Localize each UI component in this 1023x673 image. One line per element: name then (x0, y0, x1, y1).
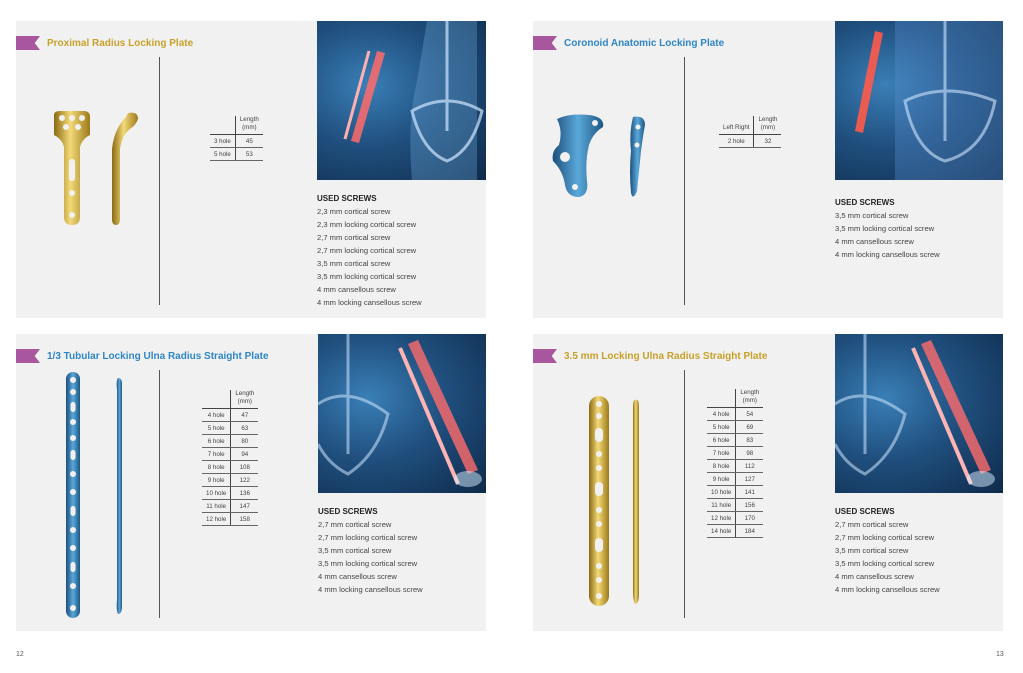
screw-item: 4 mm cansellous screw (835, 237, 914, 246)
page-number-left: 12 (16, 651, 24, 658)
length-cell: 80 (231, 435, 258, 448)
hole-count-cell: 14 hole (707, 525, 736, 538)
length-cell: 69 (736, 421, 763, 434)
vertical-divider (684, 370, 685, 618)
ribbon-marker (16, 349, 40, 363)
length-cell: 127 (736, 473, 763, 486)
screw-item: 3,5 mm locking cortical screw (317, 272, 417, 281)
hole-count-cell: 10 hole (202, 487, 231, 500)
table-row (202, 422, 258, 435)
hole-count-cell: 11 hole (202, 500, 231, 513)
length-cell: 141 (736, 486, 763, 499)
length-cell: 53 (235, 148, 262, 161)
screw-item: 4 mm cansellous screw (318, 572, 397, 581)
screw-item: 2,7 mm cortical screw (318, 520, 392, 529)
length-cell: 32 (754, 135, 781, 148)
hole-count-cell: 10 hole (707, 486, 736, 499)
screw-item: 4 mm cansellous screw (835, 572, 914, 581)
screw-item: 2,7 mm cortical screw (317, 233, 391, 242)
screw-item: 2,3 mm cortical screw (317, 207, 391, 216)
screw-item: 3,5 mm locking cortical screw (835, 559, 935, 568)
ribbon-marker (16, 36, 40, 50)
hole-count-cell: 12 hole (202, 513, 231, 526)
table-row (210, 148, 263, 161)
hole-count-cell: 4 hole (707, 408, 736, 421)
screws-heading: USED SCREWS (318, 507, 378, 516)
screw-item: 3,5 mm locking cortical screw (835, 224, 935, 233)
product-panel-locking-ulna (533, 334, 1003, 631)
product-title-row (533, 348, 767, 364)
hole-count-cell: 8 hole (202, 461, 231, 474)
table-header-side: Left Right (719, 116, 754, 135)
xray-image (317, 21, 486, 180)
length-cell: 63 (231, 422, 258, 435)
screw-item: 3,5 mm locking cortical screw (318, 559, 418, 568)
hole-count-cell: 11 hole (707, 499, 736, 512)
vertical-divider (159, 370, 160, 618)
product-title-row (16, 348, 269, 364)
table-row (202, 435, 258, 448)
used-screws-list (835, 196, 940, 261)
table-row (707, 434, 763, 447)
length-cell: 184 (736, 525, 763, 538)
screw-item: 2,7 mm cortical screw (835, 520, 909, 529)
used-screws-list (835, 505, 940, 596)
page-number-right: 13 (996, 651, 1004, 658)
table-row (707, 499, 763, 512)
table-header-size (707, 389, 736, 408)
length-table (210, 116, 263, 161)
hole-count-cell: 2 hole (719, 135, 754, 148)
hole-count-cell: 5 hole (707, 421, 736, 434)
table-row (707, 512, 763, 525)
vertical-divider (159, 57, 160, 305)
implant-image (50, 109, 145, 229)
xray-image (318, 334, 486, 493)
length-cell: 45 (235, 135, 262, 148)
table-row (707, 460, 763, 473)
screw-item: 4 mm locking cansellous screw (318, 585, 423, 594)
xray-image (835, 21, 1003, 180)
length-cell: 54 (736, 408, 763, 421)
table-row (202, 474, 258, 487)
length-cell: 122 (231, 474, 258, 487)
screw-item: 4 mm locking cansellous screw (835, 250, 940, 259)
screw-item: 4 mm locking cansellous screw (317, 298, 422, 307)
table-row (707, 525, 763, 538)
table-header-length: Length (mm) (736, 389, 763, 408)
implant-image (549, 111, 659, 206)
table-row (707, 473, 763, 486)
screw-item: 2,7 mm locking cortical screw (317, 246, 417, 255)
table-header-length: Length (mm) (235, 116, 262, 135)
table-row (707, 486, 763, 499)
table-header-size (202, 390, 231, 409)
table-row (202, 487, 258, 500)
length-cell: 156 (736, 499, 763, 512)
hole-count-cell: 9 hole (202, 474, 231, 487)
screw-item: 2,7 mm locking cortical screw (318, 533, 418, 542)
table-row (202, 409, 258, 422)
hole-count-cell: 5 hole (210, 148, 235, 161)
hole-count-cell: 3 hole (210, 135, 235, 148)
product-panel-tubular-ulna (16, 334, 486, 631)
length-cell: 158 (231, 513, 258, 526)
table-row (202, 448, 258, 461)
screw-item: 3,5 mm cortical screw (317, 259, 391, 268)
implant-image (60, 370, 130, 620)
product-panel-coronoid (533, 21, 1003, 318)
hole-count-cell: 7 hole (707, 447, 736, 460)
length-cell: 112 (736, 460, 763, 473)
screw-item: 4 mm cansellous screw (317, 285, 396, 294)
length-cell: 83 (736, 434, 763, 447)
screw-item: 2,3 mm locking cortical screw (317, 220, 417, 229)
vertical-divider (684, 57, 685, 305)
screw-item: 3,5 mm cortical screw (835, 546, 909, 555)
screws-heading: USED SCREWS (835, 198, 895, 207)
length-table (707, 389, 763, 538)
hole-count-cell: 9 hole (707, 473, 736, 486)
length-cell: 136 (231, 487, 258, 500)
table-row (202, 513, 258, 526)
product-title: Proximal Radius Locking Plate (47, 37, 194, 49)
length-cell: 147 (231, 500, 258, 513)
xray-image (835, 334, 1003, 493)
table-header-length: Length (mm) (231, 390, 258, 409)
length-table (719, 116, 781, 148)
screw-item: 3,5 mm cortical screw (835, 211, 909, 220)
length-cell: 47 (231, 409, 258, 422)
product-title: 1/3 Tubular Locking Ulna Radius Straight Plate (47, 350, 269, 362)
table-row (707, 421, 763, 434)
screws-heading: USED SCREWS (835, 507, 895, 516)
length-cell: 98 (736, 447, 763, 460)
table-header-length: Length (mm) (754, 116, 781, 135)
table-row (202, 500, 258, 513)
table-row (202, 461, 258, 474)
ribbon-marker (533, 36, 557, 50)
length-cell: 108 (231, 461, 258, 474)
hole-count-cell: 12 hole (707, 512, 736, 525)
length-table (202, 390, 258, 526)
product-title: 3.5 mm Locking Ulna Radius Straight Plate (564, 350, 768, 362)
ribbon-marker (533, 349, 557, 363)
length-cell: 94 (231, 448, 258, 461)
length-cell: 170 (736, 512, 763, 525)
hole-count-cell: 7 hole (202, 448, 231, 461)
implant-image (585, 394, 655, 609)
screw-item: 2,7 mm locking cortical screw (835, 533, 935, 542)
hole-count-cell: 6 hole (707, 434, 736, 447)
hole-count-cell: 4 hole (202, 409, 231, 422)
table-row (707, 447, 763, 460)
table-row (210, 135, 263, 148)
screw-item: 4 mm locking cansellous screw (835, 585, 940, 594)
table-row (707, 408, 763, 421)
table-header-size (210, 116, 235, 135)
used-screws-list (317, 192, 422, 309)
product-title-row (16, 35, 193, 51)
used-screws-list (318, 505, 423, 596)
hole-count-cell: 6 hole (202, 435, 231, 448)
product-panel-proximal-radius (16, 21, 486, 318)
screws-heading: USED SCREWS (317, 194, 377, 203)
product-title-row (533, 35, 724, 51)
hole-count-cell: 5 hole (202, 422, 231, 435)
hole-count-cell: 8 hole (707, 460, 736, 473)
product-title: Coronoid Anatomic Locking Plate (564, 37, 725, 49)
screw-item: 3,5 mm cortical screw (318, 546, 392, 555)
table-row (719, 135, 781, 148)
